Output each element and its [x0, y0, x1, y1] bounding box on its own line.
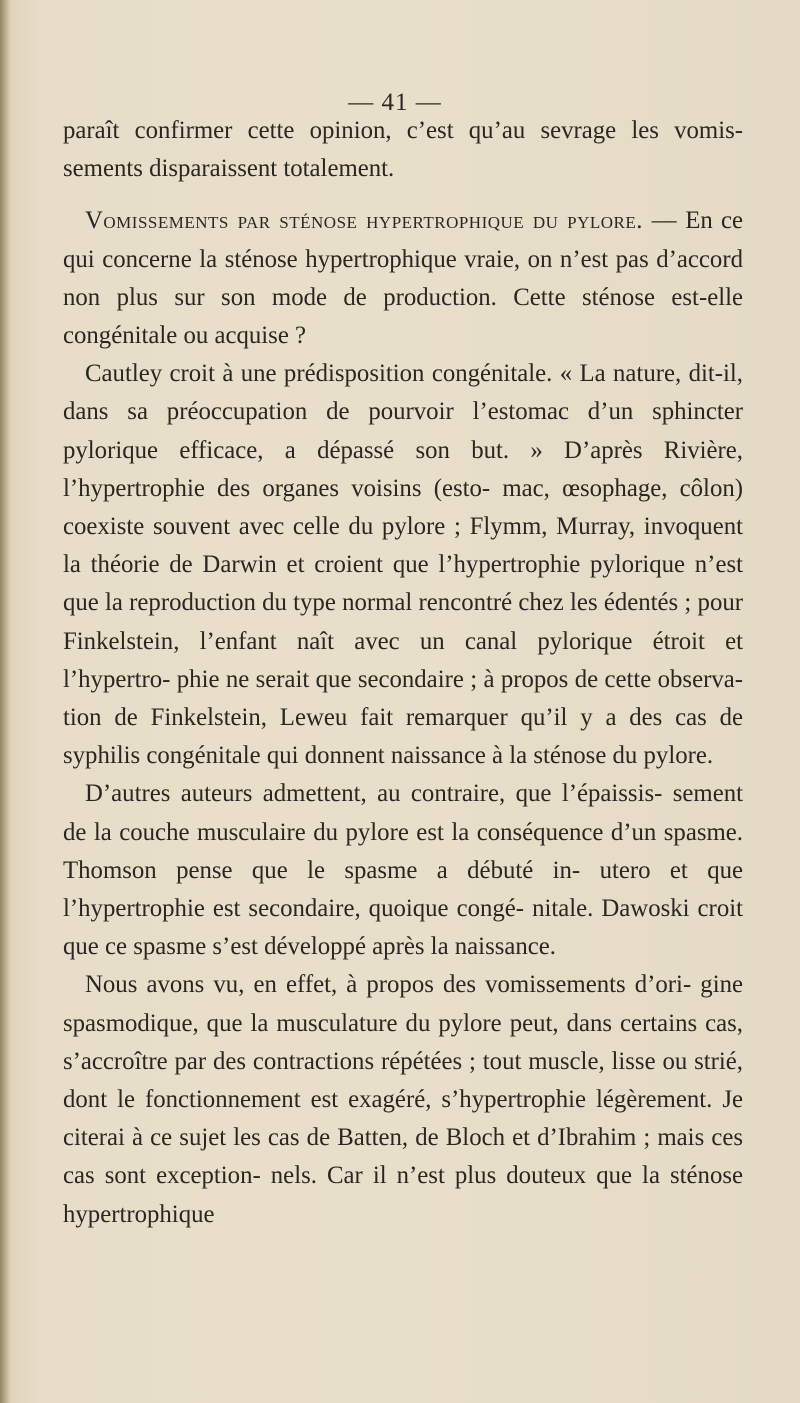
paragraph-continuation: paraît confirmer cette opinion, c’est qu’au sevrage les vomis- sements disparaissent totalement. [63, 117, 743, 183]
paragraph-other-authors: D’autres auteurs admettent, au contraire, que l’épaissis- sement de la couche musculaire du pylore est la conséquence d’un spasme. Thomson pense que le spasme a débuté in- utero et que l’hypertrophie est secondaire, quoique congé- nitale. Dawoski croit que ce spasme s’est développé après la naissance. [63, 780, 743, 961]
paragraph-section-start [63, 202, 743, 355]
paragraph-cautley: Cautley croit à une prédisposition congénitale. « La nature, dit-il, dans sa préoccupation de pourvoir l’estomac d’un sphincter pylorique efficace, a dépassé son but. » D’après Rivière, l’hypertrophie des organes voisins (esto- mac, œsophage, côlon) coexiste souvent avec celle du pylore ; Flymm, Murray, invoquent la théorie de Darwin et croient que l’hypertrophie pylorique n’est que la reproduction du type normal rencontré chez les édentés ; pour Finkelstein, l’enfant naît avec un canal pylorique étroit et l’hypertro- phie ne serait que secondaire ; à propos de cette observa- tion de Finkelstein, Leweu fait remarquer qu’il y a des cas de syphilis congénitale qui donnent naissance à la sténose du pylore. [63, 360, 743, 770]
body-text [63, 112, 743, 1234]
paragraph-spasmodic-origin: Nous avons vu, en effet, à propos des vomissements d’ori- gine spasmodique, que la musculature du pylore peut, dans certains cas, s’accroître par des contractions répétées ; tout muscle, lisse ou strié, dont le fonctionnement est exagéré, s’hypertrophie légèrement. Je citerai à ce sujet les cas de Batten, de Bloch et d’Ibrahim ; mais ces cas sont exception- nels. Car il n’est plus douteux que la sténose hypertrophique [63, 971, 743, 1228]
section-intro-text: En ce qui concerne la sténose hypertrophique vraie, on n’est pas d’accord non plus sur son mode de production. Cette sténose est-elle congénitale ou acquise ? [63, 207, 743, 350]
page-binding-edge [0, 0, 10, 1403]
page-number: — 41 — [348, 89, 442, 116]
section-heading: Vomissements par sténose hypertrophique du pylore. — [85, 207, 677, 235]
